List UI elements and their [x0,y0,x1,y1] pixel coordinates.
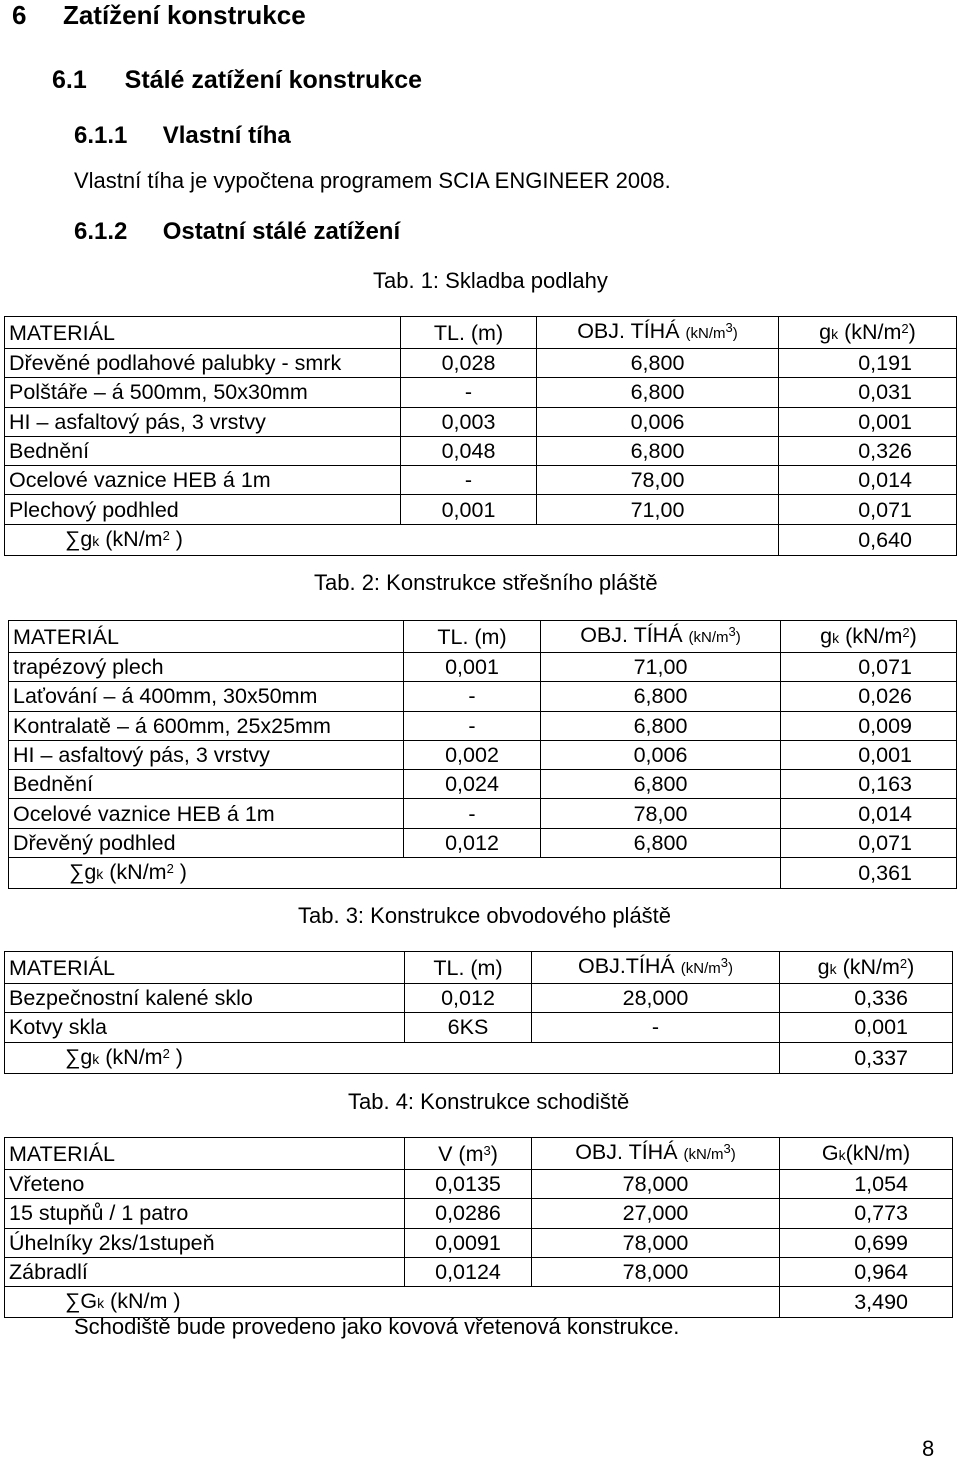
table-3 [4,951,953,1074]
total-label: ∑gk ($kN/m^2$ ) [9,858,781,889]
header-material: MATERIÁL [5,952,405,984]
cell-gk: 0,071 [781,828,957,857]
cell-weight: 71,00 [537,495,779,524]
cell-weight: 6,800 [537,436,779,465]
cell-gk: 0,031 [779,378,957,407]
heading-subsection-2-number: 6.1.2 [74,218,128,245]
table-row [5,1170,953,1199]
table-row [5,1257,953,1286]
cell-thickness: - [401,378,537,407]
cell-material: Polštáře – á 500mm, 50x30mm [5,378,401,407]
cell-material: Zábradlí [5,1257,405,1286]
cell-thickness: 0,012 [404,828,541,857]
total-value: 3,490 [780,1287,953,1318]
cell-material: HI – asfaltový pás, 3 vrstvy [5,407,401,436]
cell-gk: 0,773 [780,1199,953,1228]
cell-weight: 27,000 [532,1199,780,1228]
cell-gk: 1,054 [780,1170,953,1199]
header-gk: gk $(kN/m^2)$ [780,952,953,984]
cell-thickness: 0,003 [401,407,537,436]
cell-material: trapézový plech [9,653,404,682]
table-header-row [5,952,953,984]
cell-weight: 6,800 [541,711,781,740]
cell-gk: 0,336 [780,984,953,1013]
cell-weight: 78,00 [537,466,779,495]
cell-thickness: - [404,711,541,740]
cell-material: Dřevěný podhled [9,828,404,857]
cell-material: Bezpečnostní kalené sklo [5,984,405,1013]
table-row [5,1013,953,1042]
cell-thickness: 0,048 [401,436,537,465]
cell-thickness: - [404,799,541,828]
heading-section-title: Stálé zatížení konstrukce [124,66,422,94]
header-material: MATERIÁL [5,1138,405,1170]
header-thickness: TL. (m) [404,621,541,653]
cell-material: 15 stupňů / 1 patro [5,1199,405,1228]
cell-weight: 78,000 [532,1257,780,1286]
header-gk: Gk(kN/m) [780,1138,953,1170]
table-4-caption: Tab. 4: Konstrukce schodiště [348,1089,630,1114]
cell-material: Plechový podhled [5,495,401,524]
table-row [9,682,957,711]
header-weight: OBJ. TÍHÁ $(kN/m^3)$ [537,317,779,349]
total-label: ∑gk ($kN/m^2$ ) [5,1042,780,1073]
cell-weight: 6,800 [541,682,781,711]
cell-weight: 6,800 [537,349,779,378]
cell-gk: 0,026 [781,682,957,711]
cell-gk: 0,014 [781,799,957,828]
table-row [9,828,957,857]
cell-material: Ocelové vaznice HEB á 1m [9,799,404,828]
table-row [5,984,953,1013]
header-gk: gk $(kN/m^2)$ [779,317,957,349]
cell-thickness: 6KS [405,1013,532,1042]
cell-weight: 0,006 [537,407,779,436]
cell-gk: 0,014 [779,466,957,495]
cell-thickness: - [401,466,537,495]
cell-weight: 71,00 [541,653,781,682]
cell-weight: 28,000 [532,984,780,1013]
cell-material: Ocelové vaznice HEB á 1m [5,466,401,495]
table-row [5,349,957,378]
heading-subsection-1-number: 6.1.1 [74,122,128,149]
cell-gk: 0,001 [779,407,957,436]
table-total-row [5,1042,953,1073]
header-weight: OBJ. TÍHÁ $(kN/m^3)$ [532,1138,780,1170]
total-label: ∑gk ($kN/m^2$ ) [5,524,779,555]
table-row [5,495,957,524]
table-1 [4,316,957,556]
cell-material: Kontralatě – á 600mm, 25x25mm [9,711,404,740]
cell-weight: 78,000 [532,1170,780,1199]
header-material: MATERIÁL [5,317,401,349]
cell-weight: 0,006 [541,740,781,769]
cell-thickness: 0,001 [404,653,541,682]
paragraph-own-weight: Vlastní tíha je vypočtena programem SCIA ENGINEER 2008. [74,168,671,193]
total-value: 0,361 [781,858,957,889]
table-row [5,1228,953,1257]
cell-weight: 6,800 [541,828,781,857]
table-row [9,653,957,682]
cell-material: Vřeteno [5,1170,405,1199]
table-1-caption: Tab. 1: Skladba podlahy [373,268,608,293]
table-row [9,770,957,799]
cell-material: Dřevěné podlahové palubky - smrk [5,349,401,378]
total-value: 0,337 [780,1042,953,1073]
table-row [5,466,957,495]
table-total-row [9,858,957,889]
cell-gk: 0,699 [780,1228,953,1257]
cell-gk: 0,009 [781,711,957,740]
cell-material: Kotvy skla [5,1013,405,1042]
header-thickness: TL. (m) [405,952,532,984]
header-gk: gk $(kN/m^2)$ [781,621,957,653]
cell-weight: - [532,1013,780,1042]
header-thickness: TL. (m) [401,317,537,349]
cell-thickness: 0,024 [404,770,541,799]
heading-subsection-1-title: Vlastní tíha [162,122,291,149]
table-total-row [5,524,957,555]
cell-thickness: 0,0286 [405,1199,532,1228]
table-row [5,1199,953,1228]
table-3-caption: Tab. 3: Konstrukce obvodového pláště [298,903,672,928]
cell-gk: 0,191 [779,349,957,378]
heading-section-number: 6.1 [52,66,87,94]
cell-thickness: 0,012 [405,984,532,1013]
heading-chapter [12,0,306,31]
cell-material: Bednění [5,436,401,465]
cell-weight: 78,000 [532,1228,780,1257]
table-header-row [5,1138,953,1170]
table-2-caption: Tab. 2: Konstrukce střešního pláště [314,570,658,595]
total-label: ∑Gk (kN/m ) [5,1287,780,1318]
cell-weight: 6,800 [537,378,779,407]
header-material: MATERIÁL [9,621,404,653]
cell-thickness: 0,0135 [405,1170,532,1199]
cell-weight: 6,800 [541,770,781,799]
cell-material: Bednění [9,770,404,799]
closing-paragraph: Schodiště bude provedeno jako kovová vřetenová konstrukce. [74,1314,680,1339]
heading-section [52,66,422,95]
total-value: 0,640 [779,524,957,555]
heading-subsection-2-title: Ostatní stálé zatížení [162,218,401,245]
cell-material: Laťování – á 400mm, 30x50mm [9,682,404,711]
table-header-row [9,621,957,653]
table-4 [4,1137,953,1318]
table-row [5,436,957,465]
heading-subsection-2 [74,218,400,246]
cell-thickness: 0,028 [401,349,537,378]
table-row [9,740,957,769]
cell-thickness: 0,0124 [405,1257,532,1286]
header-weight: OBJ.TÍHÁ $(kN/m^3)$ [532,952,780,984]
table-header-row [5,317,957,349]
table-row [9,711,957,740]
page-number: 8 [922,1436,935,1461]
table-2 [8,620,957,889]
table-row [5,407,957,436]
heading-chapter-number: 6 [12,0,27,30]
table-row [5,378,957,407]
cell-material: Úhelníky 2ks/1stupeň [5,1228,405,1257]
cell-thickness: 0,002 [404,740,541,769]
cell-gk: 0,163 [781,770,957,799]
cell-gk: 0,071 [779,495,957,524]
cell-material: HI – asfaltový pás, 3 vrstvy [9,740,404,769]
heading-subsection-1 [74,122,291,150]
cell-gk: 0,001 [780,1013,953,1042]
cell-thickness: 0,0091 [405,1228,532,1257]
header-volume: V $(m^3)$ [405,1138,532,1170]
cell-gk: 0,001 [781,740,957,769]
cell-gk: 0,071 [781,653,957,682]
table-row [9,799,957,828]
cell-weight: 78,00 [541,799,781,828]
cell-thickness: 0,001 [401,495,537,524]
heading-chapter-title: Zatížení konstrukce [62,0,306,30]
header-weight: OBJ. TÍHÁ $(kN/m^3)$ [541,621,781,653]
cell-gk: 0,964 [780,1257,953,1286]
cell-gk: 0,326 [779,436,957,465]
cell-thickness: - [404,682,541,711]
